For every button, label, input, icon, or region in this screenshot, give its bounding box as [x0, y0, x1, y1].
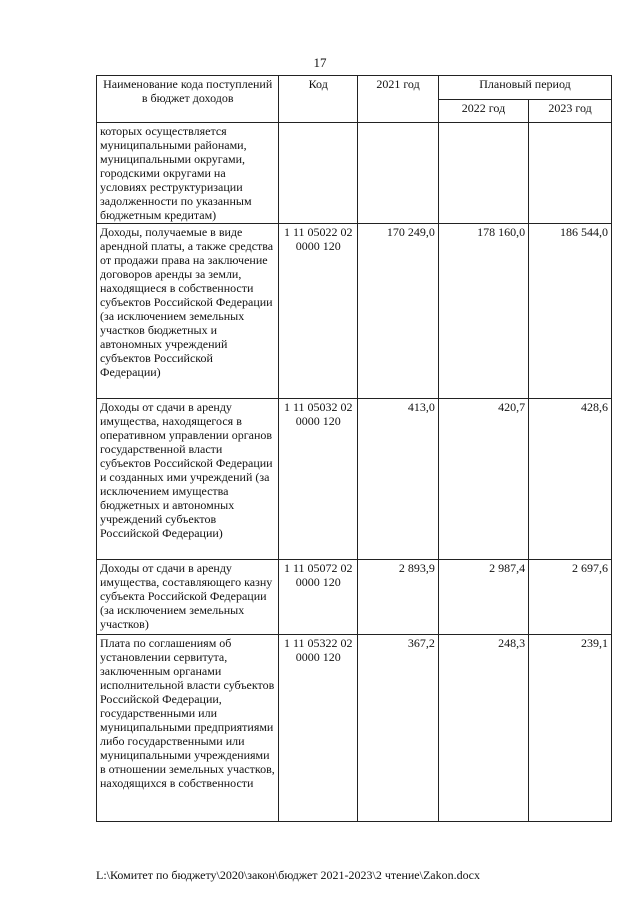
page-number: 17 — [313, 55, 327, 70]
file-path-footer: L:\Комитет по бюджету\2020\закон\бюджет 2021-2023\2 чтение\Zakon.docx — [96, 868, 480, 882]
row-name: Доходы от сдачи в аренду имущества, составляющего казну субъекта Российской Федерации (за исключением земельных участков) — [97, 560, 279, 635]
row-code: 1 11 05022 02 0000 120 — [279, 224, 358, 399]
row-2022: 420,7 — [438, 399, 528, 560]
row-2022: 248,3 — [438, 635, 528, 822]
row-code: 1 11 05322 02 0000 120 — [279, 635, 358, 822]
table-row — [97, 635, 612, 822]
row-name: которых осуществляется муниципальными районами, муниципальными округами, городскими округами на условиях реструктуризации задолженности по указанным бюджетным кредитам) — [97, 123, 279, 224]
header-2021: 2021 год — [358, 76, 439, 123]
header-2022: 2022 год — [438, 99, 528, 123]
row-2023: 239,1 — [529, 635, 612, 822]
row-2022: 2 987,4 — [438, 560, 528, 635]
row-code: 1 11 05032 02 0000 120 — [279, 399, 358, 560]
row-name: Плата по соглашениям об установлении сервитута, заключенным органами исполнительной власти субъектов Российской Федерации, государственными или муниципальными предприятиями либо государственными или муниципальными учреждениями в отношении земельных участков, находящихся в собственности — [97, 635, 279, 822]
row-2022: 178 160,0 — [438, 224, 528, 399]
header-code: Код — [279, 76, 358, 123]
row-2023: 428,6 — [529, 399, 612, 560]
table-row — [97, 123, 612, 224]
row-2021 — [358, 123, 439, 224]
revenue-table — [96, 75, 612, 822]
row-2023 — [529, 123, 612, 224]
header-2023: 2023 год — [529, 99, 612, 123]
table-row — [97, 560, 612, 635]
row-2022 — [438, 123, 528, 224]
row-code — [279, 123, 358, 224]
row-2021: 2 893,9 — [358, 560, 439, 635]
row-2021: 170 249,0 — [358, 224, 439, 399]
header-planned-period: Плановый период — [438, 76, 611, 100]
header-name: Наименование кода поступлений в бюджет доходов — [97, 76, 279, 123]
row-name: Доходы от сдачи в аренду имущества, находящегося в оперативном управлении органов государственной власти субъектов Российской Федерации и созданных ими учреждений (за исключением имущества бюджетных и автономных учреждений субъектов Российской Федерации) — [97, 399, 279, 560]
row-code: 1 11 05072 02 0000 120 — [279, 560, 358, 635]
row-2023: 186 544,0 — [529, 224, 612, 399]
row-2023: 2 697,6 — [529, 560, 612, 635]
row-2021: 367,2 — [358, 635, 439, 822]
row-name: Доходы, получаемые в виде арендной платы, а также средства от продажи права на заключение договоров аренды за земли, находящиеся в собственности субъектов Российской Федерации (за исключением земельных участков бюджетных и автономных учреждений субъектов Российской Федерации) — [97, 224, 279, 399]
table-row — [97, 224, 612, 399]
table-row — [97, 399, 612, 560]
row-2021: 413,0 — [358, 399, 439, 560]
